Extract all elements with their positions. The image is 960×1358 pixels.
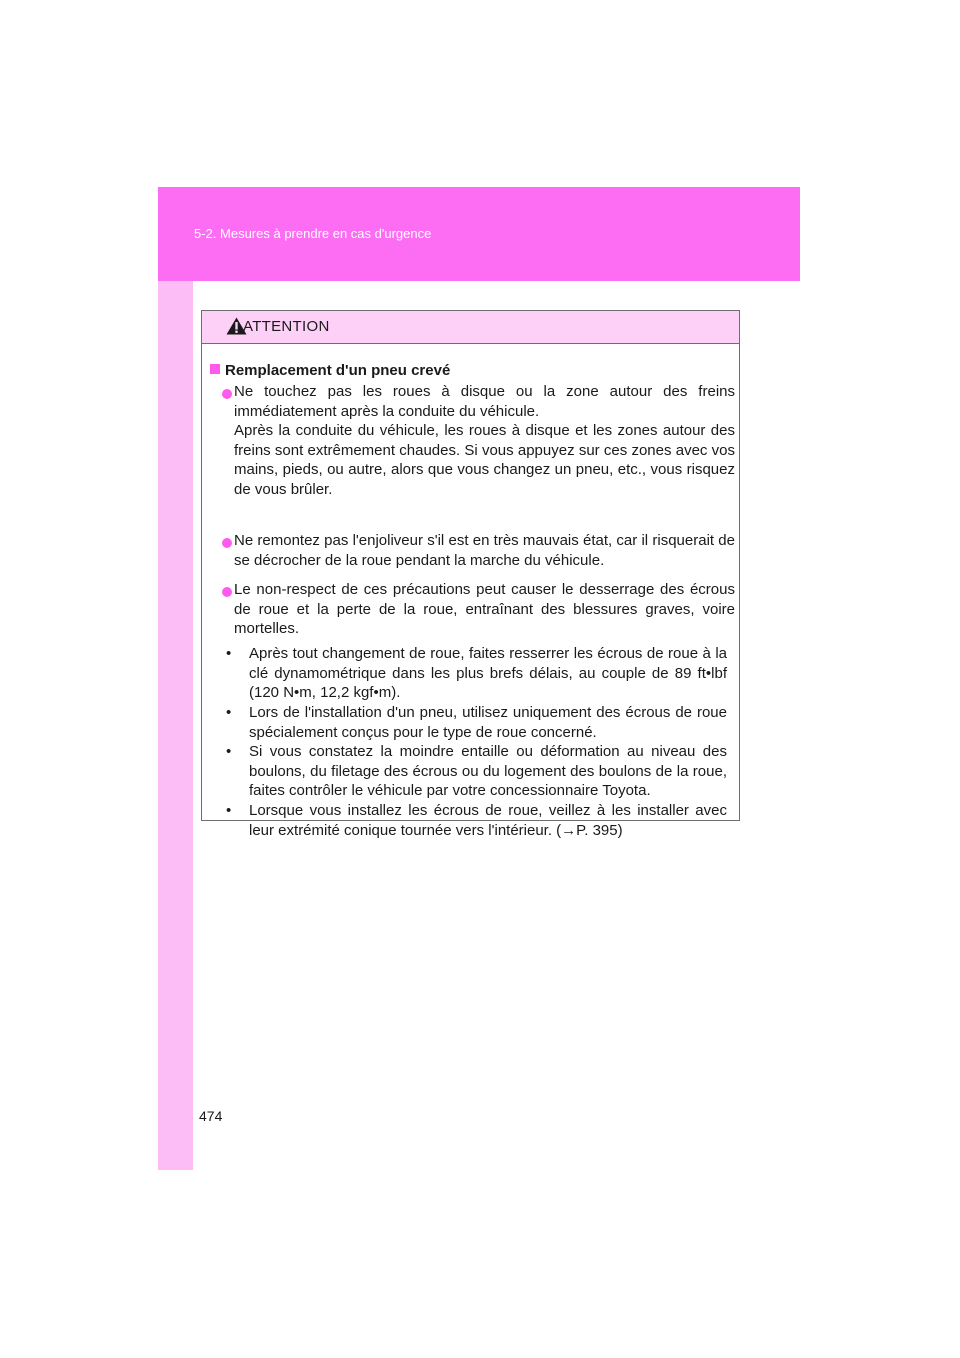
warning-header — [202, 311, 739, 344]
bullet-continuation: Après la conduite du véhicule, les roues à disque et les zones autour des freins sont extrêmement chaudes. Si vous appuyez sur ces zones avec vos mains, pieds, ou autre, alors que vous changez un pneu, etc., vous risquez de vous brûler. — [234, 422, 735, 498]
sub-item: • Lorsque vous installez les écrous de roue, veillez à les installer avec leur extrémité conique tournée vers l'intérieur. (→P. 395) — [226, 802, 727, 839]
sub-item: • Lors de l'installation d'un pneu, utilisez uniquement des écrous de roue spécialement conçus pour le type de roue concerné. — [226, 704, 727, 741]
sub-item: • Si vous constatez la moindre entaille ou déformation au niveau des boulons, du filetage des écrous ou du logement des boulons de la roue, faites contrôler le véhicule par votre concessionnaire Toyota. — [226, 743, 727, 799]
warning-box — [201, 310, 740, 839]
section-title: Remplacement d'un pneu crevé — [210, 362, 450, 379]
sub-item: • Après tout changement de roue, faites resserrer les écrous de roue à la clé dynamométrique dans les plus brefs délais, au couple de 89 ft•lbf (120 N•m, 12,2 kgf•m). — [226, 645, 727, 701]
page-number: 474 — [199, 1108, 223, 1124]
warning-label: ATTENTION — [243, 318, 330, 335]
square-bullet-icon — [210, 364, 220, 374]
round-bullet-icon — [222, 587, 232, 597]
side-strip — [158, 187, 193, 1170]
bullet-text: Ne touchez pas les roues à disque ou la zone autour des freins immédiatement après la conduite du véhicule. — [234, 383, 735, 420]
bullet-text: Le non-respect de ces précautions peut causer le desserrage des écrous de roue et la perte de la roue, entraînant des blessures graves, voire mortelles. — [234, 581, 735, 637]
round-bullet-icon — [222, 389, 232, 399]
round-bullet-icon — [222, 538, 232, 548]
bullet-text: Ne remontez pas l'enjoliveur s'il est en très mauvais état, car il risquerait de se décrocher de la roue pendant la marche du véhicule. — [234, 532, 735, 569]
section-header: 5-2. Mesures à prendre en cas d'urgence — [194, 226, 432, 241]
